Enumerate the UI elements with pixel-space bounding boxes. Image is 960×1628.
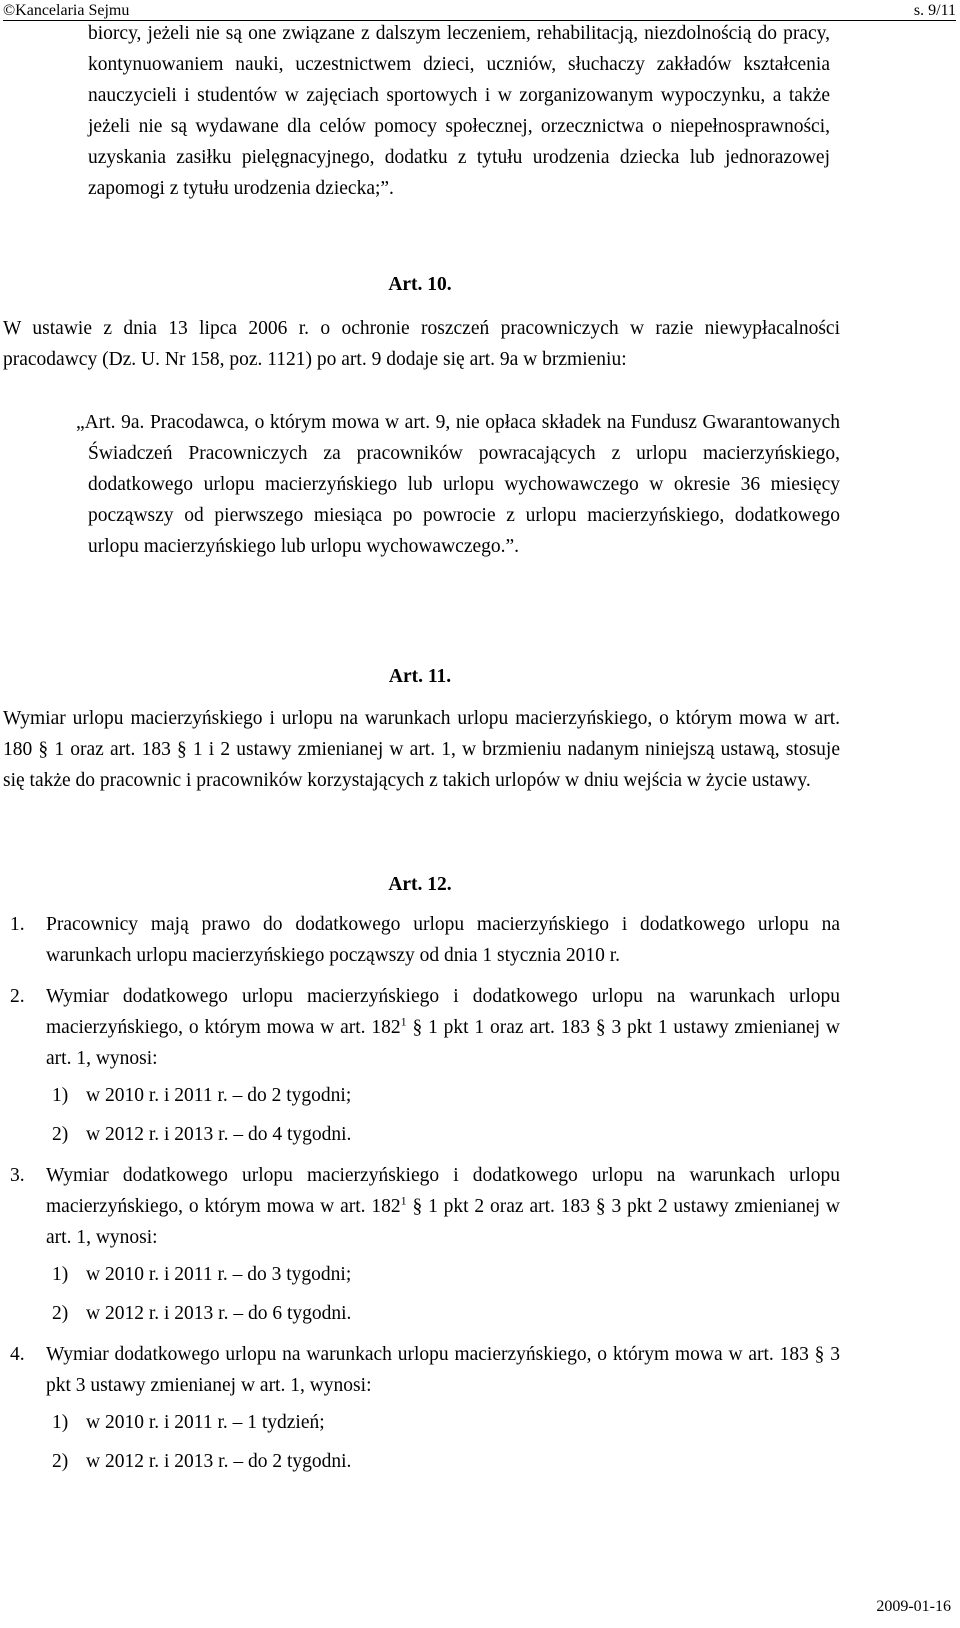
art10-intro: W ustawie z dnia 13 lipca 2006 r. o ochronie roszczeń pracowniczych w razie niewypłacalności pracodawcy (Dz. U. Nr 158, poz. 1121) po art. 9 dodaje się art. 9a w brzmieniu: bbox=[3, 318, 840, 370]
art12-item-3 bbox=[10, 1160, 840, 1253]
art12-item-4-subs bbox=[10, 1407, 840, 1477]
item-text bbox=[46, 981, 840, 1074]
art11-text: Wymiar urlopu macierzyńskiego i urlopu na warunkach urlopu macierzyńskiego, o którym mowa w art. 180 § 1 oraz art. 183 § 1 i 2 ustawy zmienianej w art. 1, w brzmieniu nadanym niniejszą ustawą, stosuje się także do pracownic i pracowników korzystających z takich urlopów w dniu wejścia w życie ustawy. bbox=[3, 708, 840, 791]
superscript: 1 bbox=[400, 1014, 407, 1029]
sub-item bbox=[52, 1080, 840, 1111]
item-text-a: Wymiar dodatkowego urlopu macierzyńskiego i dodatkowego urlopu na warunkach urlopu macierzyńskiego, o którym mowa w art. 182 bbox=[46, 986, 840, 1038]
sub-number: 2) bbox=[52, 1303, 69, 1324]
item-text-b: § 1 pkt 2 oraz art. 183 § 3 pkt 2 ustawy zmienianej w art. 1, wynosi: bbox=[46, 1196, 840, 1248]
art12-item-2 bbox=[10, 981, 840, 1074]
sub-item bbox=[52, 1119, 840, 1150]
item-text: Pracownicy mają prawo do dodatkowego urlopu macierzyńskiego i dodatkowego urlopu na warunkach urlopu macierzyńskiego począwszy od dnia 1 stycznia 2010 r. bbox=[46, 914, 840, 966]
art10-heading: Art. 10. bbox=[388, 274, 452, 295]
art11-heading: Art. 11. bbox=[388, 666, 452, 687]
sub-item bbox=[52, 1446, 840, 1477]
art12-item-3-subs bbox=[10, 1259, 840, 1329]
sub-number: 2) bbox=[52, 1451, 69, 1472]
art12-item-1 bbox=[10, 909, 840, 971]
continuation-paragraph: biorcy, jeżeli nie są one związane z dalszym leczeniem, rehabilitacją, niezdolnością do pracy, kontynuowaniem nauki, uczestnictwem dzieci, uczniów, słuchaczy zakładów kształcenia nauczycieli i studentów w zajęciach sportowych i w zorganizowanym wypoczynku, a także jeżeli nie są wydawane dla celów pomocy społecznej, orzecznictwa o niepełnosprawności, uzyskania zasiłku pielęgnacyjnego, dodatku z tytułu urodzenia dziecka lub jednorazowej zapomogi z tytułu urodzenia dziecka;”. bbox=[88, 23, 830, 199]
page-number: s. 9/11 bbox=[913, 2, 956, 19]
sub-text: w 2012 r. i 2013 r. – do 6 tygodni. bbox=[86, 1303, 352, 1324]
art12-list bbox=[10, 909, 840, 1477]
art12-item-4 bbox=[10, 1339, 840, 1401]
sub-item bbox=[52, 1407, 840, 1438]
sub-number: 1) bbox=[52, 1085, 69, 1106]
superscript: 1 bbox=[400, 1193, 407, 1208]
sub-item bbox=[52, 1259, 840, 1290]
sub-number: 2) bbox=[52, 1124, 69, 1145]
sub-number: 1) bbox=[52, 1264, 69, 1285]
item-text-b: § 1 pkt 1 oraz art. 183 § 3 pkt 1 ustawy zmienianej w art. 1, wynosi: bbox=[46, 1017, 840, 1069]
item-text: Wymiar dodatkowego urlopu na warunkach urlopu macierzyńskiego, o którym mowa w art. 183 § 3 pkt 3 ustawy zmienianej w art. 1, wynosi: bbox=[46, 1344, 840, 1396]
item-number: 2. bbox=[10, 986, 25, 1007]
sub-text: w 2012 r. i 2013 r. – do 4 tygodni. bbox=[86, 1124, 352, 1145]
art12-heading: Art. 12. bbox=[388, 874, 452, 895]
item-text-a: Wymiar dodatkowego urlopu macierzyńskiego i dodatkowego urlopu na warunkach urlopu macierzyńskiego, o którym mowa w art. 182 bbox=[46, 1165, 840, 1217]
sub-item bbox=[52, 1298, 840, 1329]
item-number: 3. bbox=[10, 1165, 25, 1186]
header-source: ©Kancelaria Sejmu bbox=[3, 2, 130, 19]
item-text bbox=[46, 1160, 840, 1253]
art12-item-2-subs bbox=[10, 1080, 840, 1150]
item-number: 4. bbox=[10, 1344, 25, 1365]
art10-quote: „Art. 9a. Pracodawca, o którym mowa w art. 9, nie opłaca składek na Fundusz Gwarantowanych Świadczeń Pracowniczych za pracowników powracających z urlopu macierzyńskiego, dodatkowego urlopu macierzyńskiego lub urlopu wychowawczego w okresie 36 miesięcy począwszy od pierwszego miesiąca po powrocie z urlopu macierzyńskiego, dodatkowego urlopu macierzyńskiego lub urlopu wychowawczego.”. bbox=[76, 412, 840, 557]
sub-text: w 2010 r. i 2011 r. – do 2 tygodni; bbox=[86, 1085, 352, 1106]
sub-text: w 2010 r. i 2011 r. – do 3 tygodni; bbox=[86, 1264, 352, 1285]
sub-text: w 2012 r. i 2013 r. – do 2 tygodni. bbox=[86, 1451, 352, 1472]
footer-date: 2009-01-16 bbox=[876, 1598, 951, 1615]
item-number: 1. bbox=[10, 914, 25, 935]
sub-text: w 2010 r. i 2011 r. – 1 tydzień; bbox=[86, 1412, 325, 1433]
sub-number: 1) bbox=[52, 1412, 69, 1433]
